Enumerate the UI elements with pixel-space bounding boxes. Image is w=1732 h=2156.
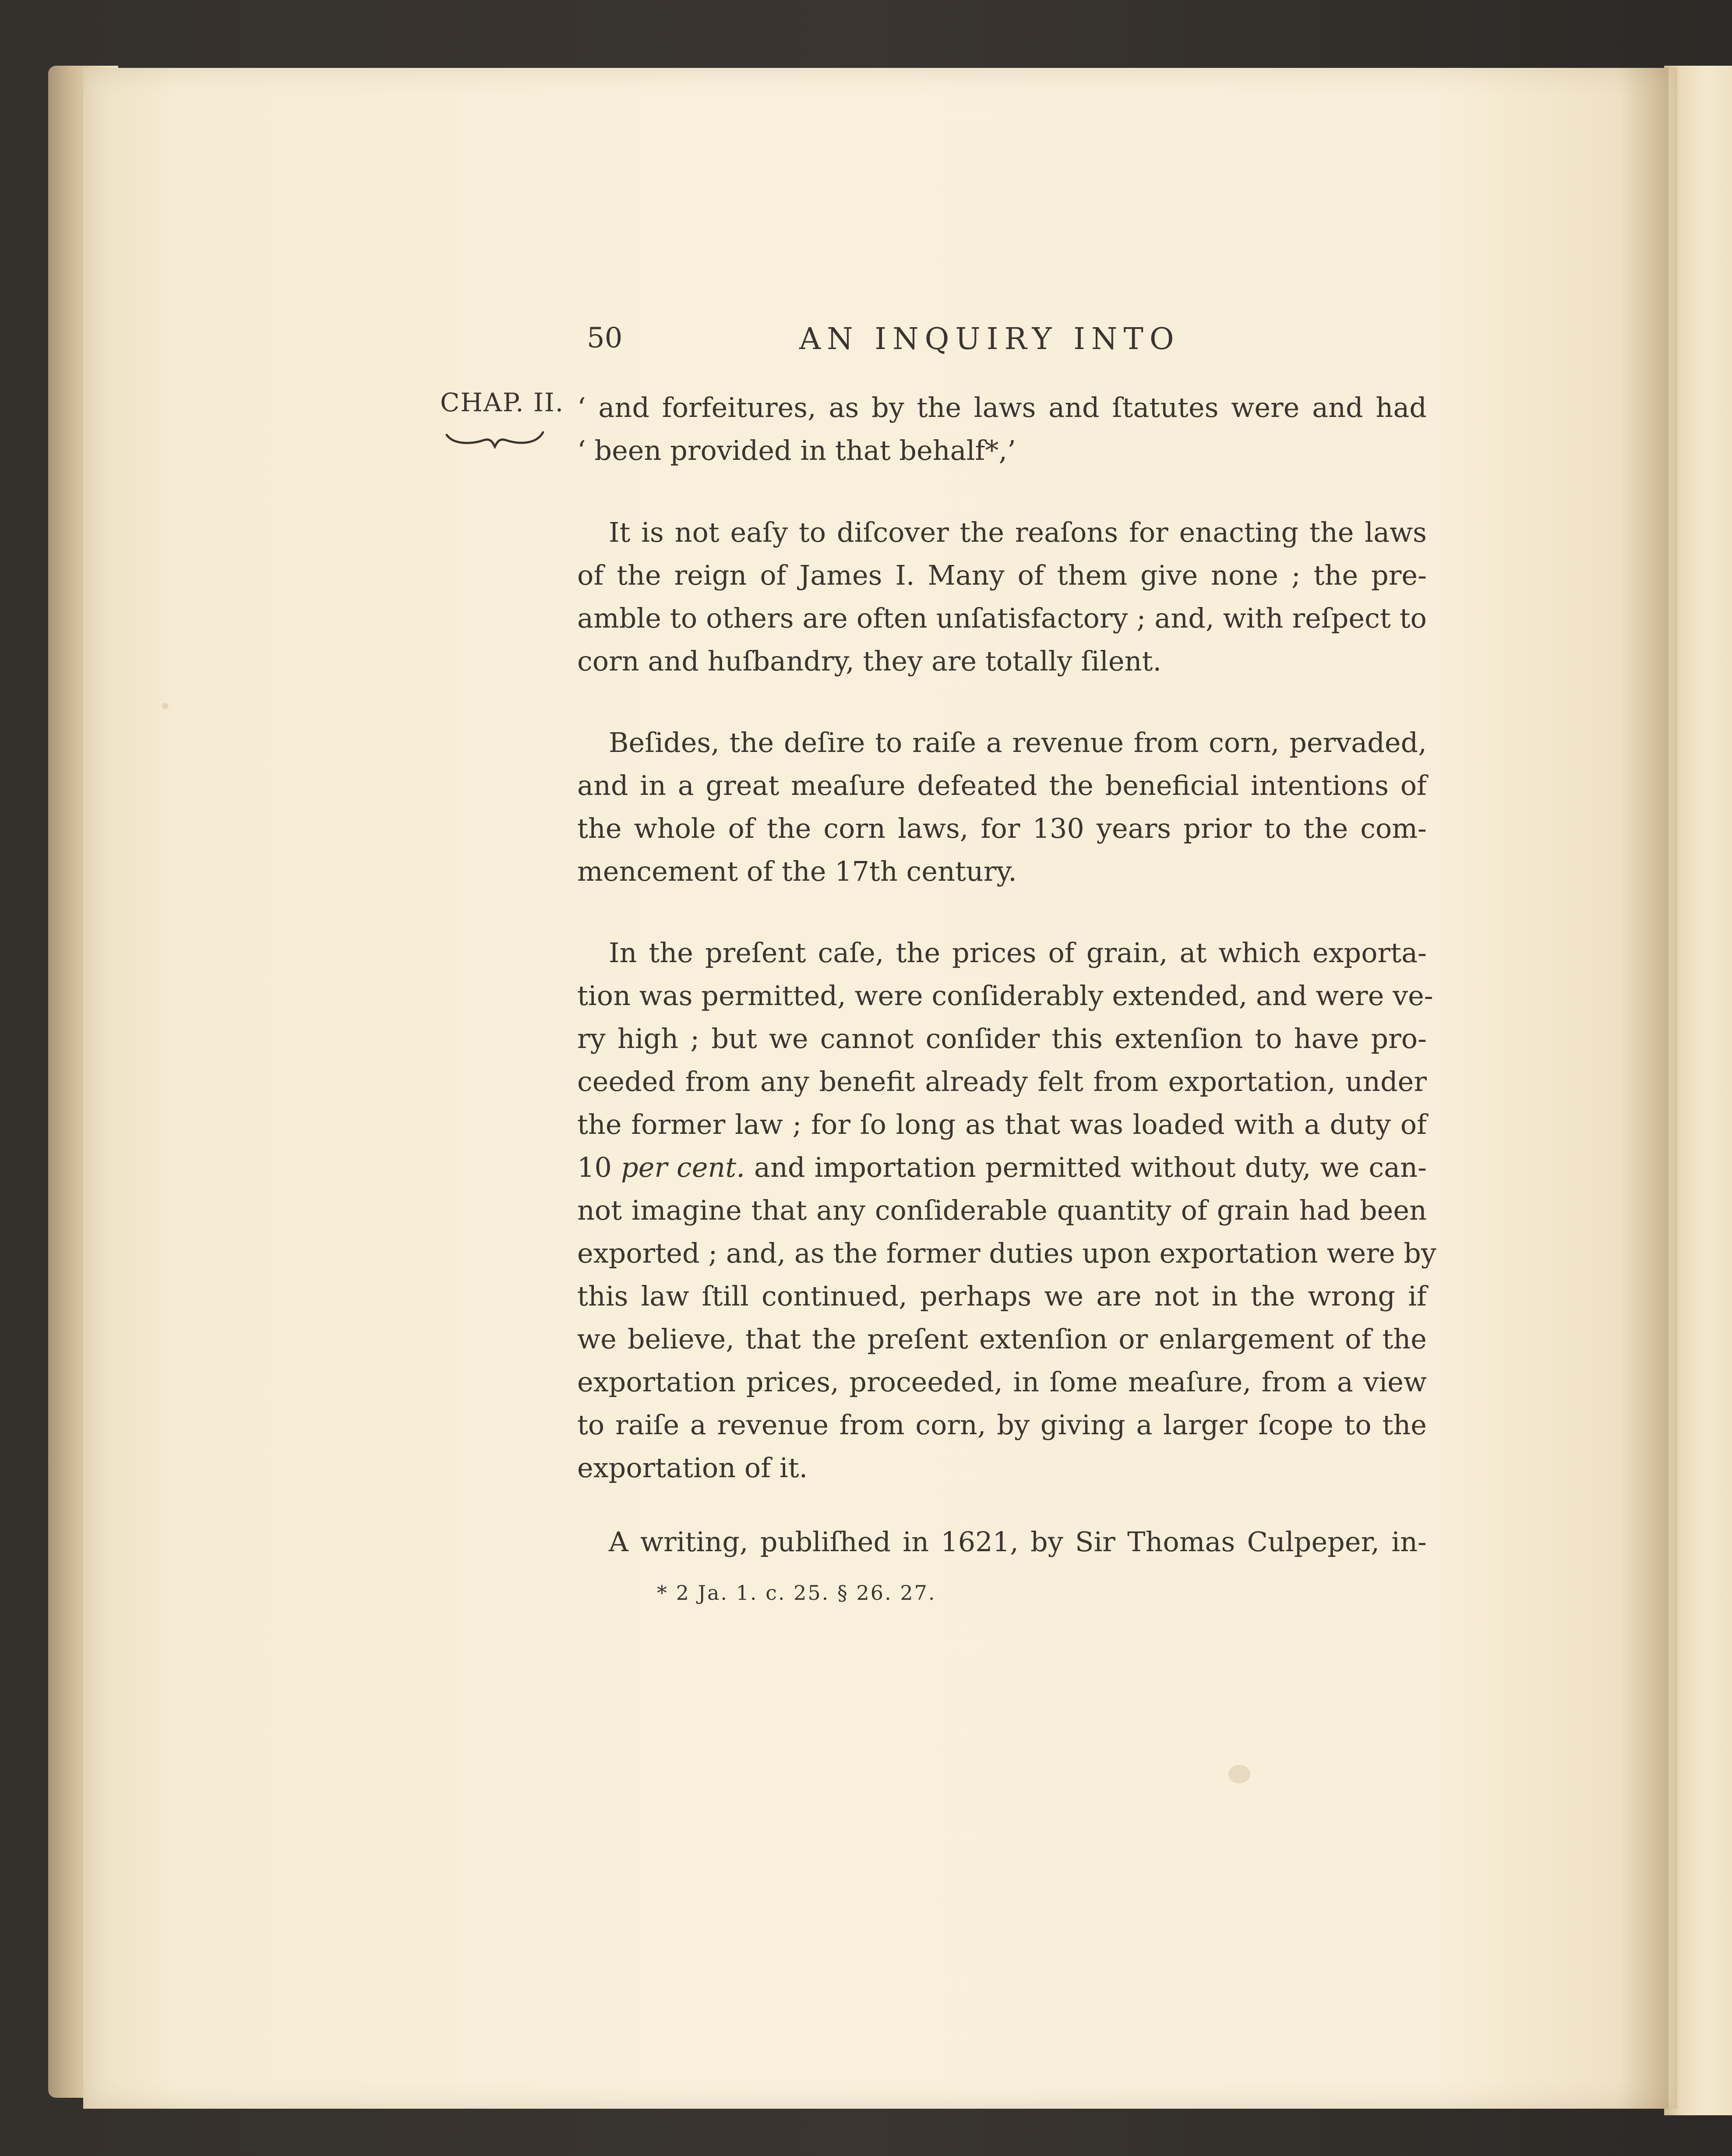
body-line: not imagine that any conſiderable quantity of grain had been [577, 1194, 1427, 1226]
gutter-shadow [1620, 68, 1669, 2109]
running-head: AN INQUIRY INTO [799, 322, 1180, 356]
paper-spot [1228, 1765, 1250, 1783]
page-number: 50 [587, 322, 623, 354]
chapter-label: CHAP. II. [440, 388, 564, 417]
duty-number: 10 [577, 1151, 612, 1183]
body-line: exportation prices, proceeded, in ſome meaſure, from a view [577, 1366, 1427, 1398]
body-line: and in a great meaſure defeated the beneficial intentions of [577, 769, 1427, 801]
body-line: this law ſtill continued, perhaps we are not in the wrong if [577, 1280, 1427, 1312]
body-line: In the preſent caſe, the prices of grain, at which exporta- [609, 937, 1427, 969]
body-line: ceeded from any benefit already felt from exportation, under [577, 1066, 1427, 1097]
footnote: * 2 Ja. 1. c. 25. § 26. 27. [657, 1581, 936, 1605]
body-line: ‘ been provided in that behalf*,’ [577, 434, 1016, 466]
body-line: exportation of it. [577, 1452, 808, 1484]
body-line: amble to others are often unſatisfactory ; and, with reſpect to [577, 602, 1427, 634]
body-line: mencement of the 17th century. [577, 855, 1017, 887]
body-line: corn and huſbandry, they are totally ſilent. [577, 645, 1162, 677]
body-line: ry high ; but we cannot conſider this extenſion to have pro- [577, 1023, 1427, 1055]
italic-phrase: per cent. [621, 1151, 745, 1183]
body-line: to raiſe a revenue from corn, by giving a larger ſcope to the [577, 1409, 1427, 1441]
body-line-with-italic [577, 1151, 1427, 1186]
line-remainder: and importation permitted without duty, we can- [754, 1151, 1427, 1183]
body-line: the whole of the corn laws, for 130 years prior to the com- [577, 812, 1427, 844]
body-line: A writing, publiſhed in 1621, by Sir Thomas Culpeper, in- [609, 1526, 1427, 1558]
brace-ornament-icon [444, 427, 545, 449]
body-line: ‘ and forfeitures, as by the laws and ſtatutes were and had [577, 392, 1427, 423]
body-line: the former law ; for ſo long as that was loaded with a duty of [577, 1108, 1427, 1140]
body-line: Beſides, the deſire to raiſe a revenue from corn, pervaded, [609, 727, 1427, 759]
paper-spot [162, 703, 168, 709]
body-line: of the reign of James I. Many of them give none ; the pre- [577, 559, 1427, 591]
body-line: exported ; and, as the former duties upon exportation were by [577, 1237, 1436, 1269]
body-line: we believe, that the preſent extenſion or enlargement of the [577, 1323, 1427, 1355]
body-line: It is not eaſy to diſcover the reaſons for enacting the laws [609, 516, 1427, 548]
body-line: tion was permitted, were conſiderably extended, and were ve- [577, 980, 1433, 1012]
